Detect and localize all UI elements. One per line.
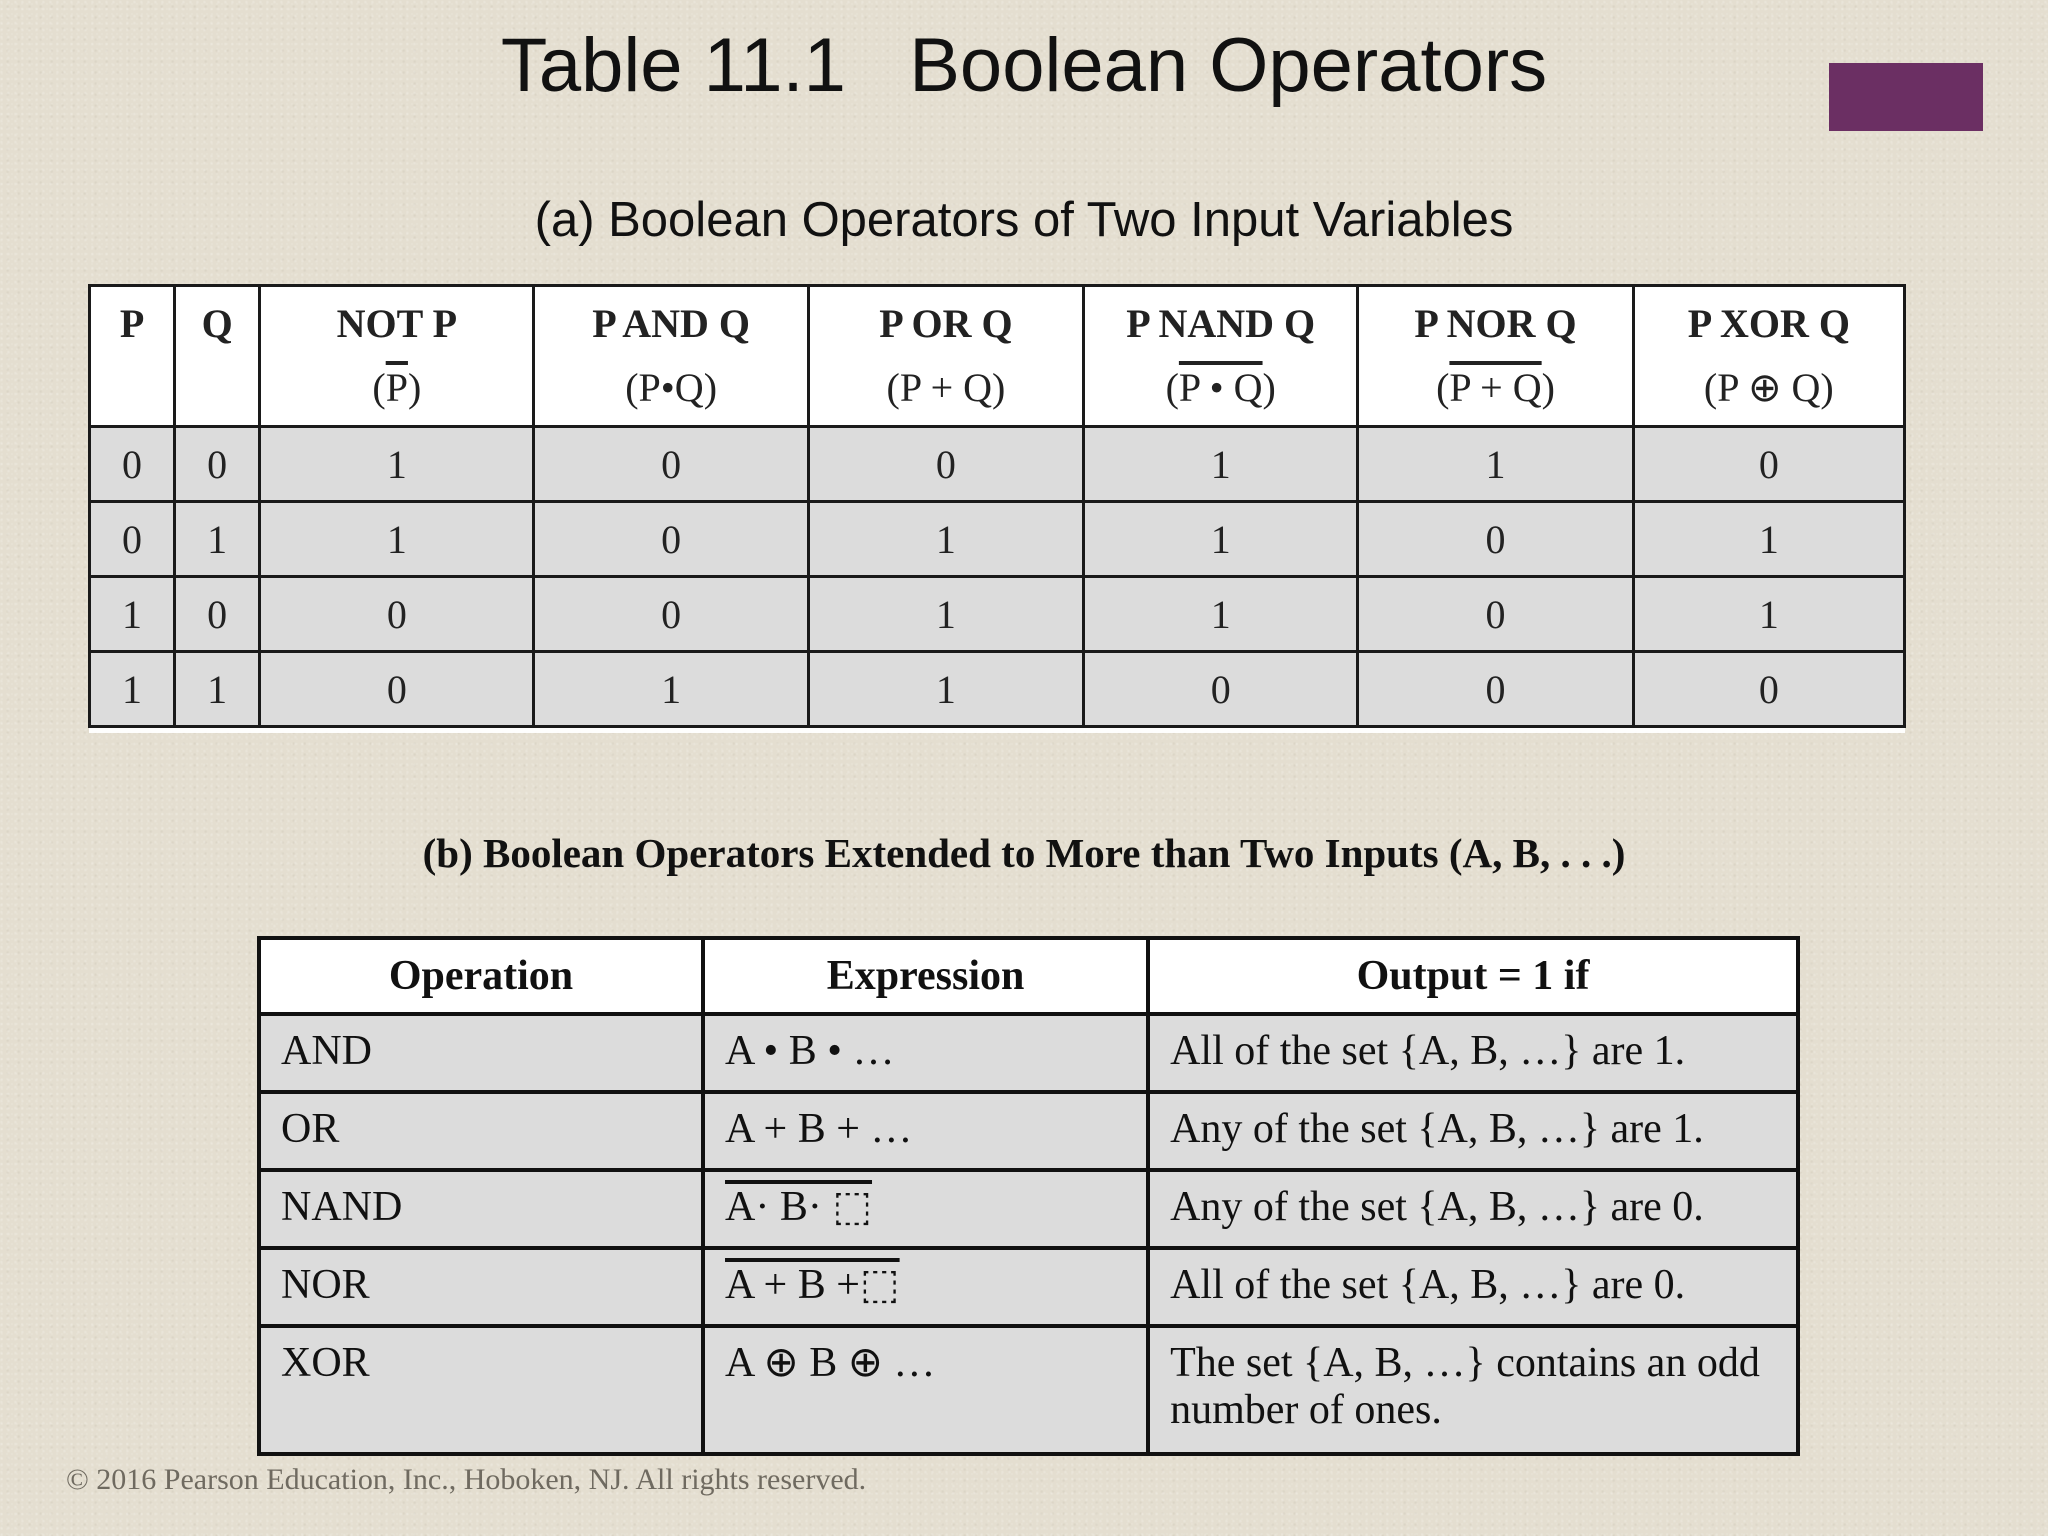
table-row [259, 1170, 1798, 1248]
header-expression: (P • Q) [1165, 365, 1276, 410]
header-name: P AND Q [592, 301, 751, 346]
header-and [534, 286, 808, 427]
table-cell: 0 [1633, 652, 1904, 727]
table-cell: 0 [1633, 427, 1904, 502]
operation-cell: XOR [259, 1326, 703, 1454]
table-cell: 1 [90, 652, 175, 727]
header-nand [1084, 286, 1358, 427]
header-name: NOT P [336, 301, 458, 346]
header-expression: Expression [703, 938, 1148, 1014]
table-cell: 1 [808, 502, 1083, 577]
header-name: Q [201, 301, 233, 346]
table-cell: 1 [534, 652, 808, 727]
output-cell: All of the set {A, B, …} are 1. [1148, 1014, 1798, 1092]
table-cell: 1 [260, 427, 534, 502]
table-cell: 0 [90, 502, 175, 577]
table-cell: 0 [808, 427, 1083, 502]
header-q [175, 286, 260, 427]
table-row [259, 1014, 1798, 1092]
operation-cell: NOR [259, 1248, 703, 1326]
table-cell: 1 [1633, 577, 1904, 652]
table-cell: 0 [175, 577, 260, 652]
header-expression: $(\overline{P})$ [372, 365, 422, 410]
table-cell: 0 [534, 577, 808, 652]
header-name: P XOR Q [1687, 301, 1850, 346]
extended-operators-table [257, 936, 1800, 1456]
extended-table-header-row [259, 938, 1798, 1014]
table-row [90, 502, 1905, 577]
table-cell: 0 [260, 577, 534, 652]
table-cell: 1 [808, 577, 1083, 652]
truth-table [88, 284, 1906, 728]
output-cell: Any of the set {A, B, …} are 1. [1148, 1092, 1798, 1170]
header-name: P NOR Q [1414, 301, 1577, 346]
table-row [259, 1092, 1798, 1170]
table-cell: 0 [175, 427, 260, 502]
operation-cell: NAND [259, 1170, 703, 1248]
output-cell: Any of the set {A, B, …} are 0. [1148, 1170, 1798, 1248]
table-row [90, 652, 1905, 727]
header-name: P OR Q [879, 301, 1013, 346]
header-expression: (P ⊕ Q) [1703, 365, 1834, 410]
table-row [90, 427, 1905, 502]
output-cell: The set {A, B, …} contains an odd number of ones. [1148, 1326, 1798, 1454]
header-expression: (P + Q) [1436, 365, 1555, 410]
table-cell: 1 [808, 652, 1083, 727]
table-cell: 1 [1084, 577, 1358, 652]
header-not-p [260, 286, 534, 427]
header-operation: Operation [259, 938, 703, 1014]
table-cell: 0 [1084, 652, 1358, 727]
table-b-caption: (b) Boolean Operators Extended to More than Two Inputs (A, B, . . .) [422, 830, 1626, 876]
operation-cell: OR [259, 1092, 703, 1170]
copyright-notice: © 2016 Pearson Education, Inc., Hoboken, NJ. All rights reserved. [66, 1463, 867, 1496]
expression-cell: A + B + … [703, 1092, 1148, 1170]
table-cell: 1 [1633, 502, 1904, 577]
header-name: P NAND Q [1126, 301, 1316, 346]
slide-title: Table 11.1 Boolean Operators [500, 23, 1548, 108]
table-cell: 0 [1358, 502, 1633, 577]
table-cell: 1 [90, 577, 175, 652]
table-cell: 1 [1358, 427, 1633, 502]
table-cell: 1 [1084, 502, 1358, 577]
header-or [808, 286, 1083, 427]
table-cell: 1 [175, 652, 260, 727]
header-name: P [119, 301, 145, 346]
table-cell: 1 [260, 502, 534, 577]
table-cell: 0 [1358, 652, 1633, 727]
truth-table-header-row [90, 286, 1905, 427]
table-a-caption: (a) Boolean Operators of Two Input Variables [534, 193, 1514, 247]
expression-cell: A + B +⬚ [703, 1248, 1148, 1326]
table-cell: 0 [534, 502, 808, 577]
header-xor [1633, 286, 1904, 427]
expression-cell: A • B • … [703, 1014, 1148, 1092]
expression-cell: A· B· ⬚ [703, 1170, 1148, 1248]
table-cell: 0 [260, 652, 534, 727]
table-cell: 0 [534, 427, 808, 502]
table-cell: 1 [175, 502, 260, 577]
table-cell: 1 [1084, 427, 1358, 502]
table-row [90, 577, 1905, 652]
output-cell: All of the set {A, B, …} are 0. [1148, 1248, 1798, 1326]
table-cell: 0 [1358, 577, 1633, 652]
table-cell: 0 [90, 427, 175, 502]
table-row [259, 1248, 1798, 1326]
header-expression: (P•Q) [625, 365, 718, 410]
header-p [90, 286, 175, 427]
header-output: Output = 1 if [1148, 938, 1798, 1014]
operation-cell: AND [259, 1014, 703, 1092]
header-nor [1358, 286, 1633, 427]
table-row [259, 1326, 1798, 1454]
header-expression: (P + Q) [886, 365, 1006, 410]
accent-block [1829, 63, 1983, 131]
expression-cell: A ⊕ B ⊕ … [703, 1326, 1148, 1454]
